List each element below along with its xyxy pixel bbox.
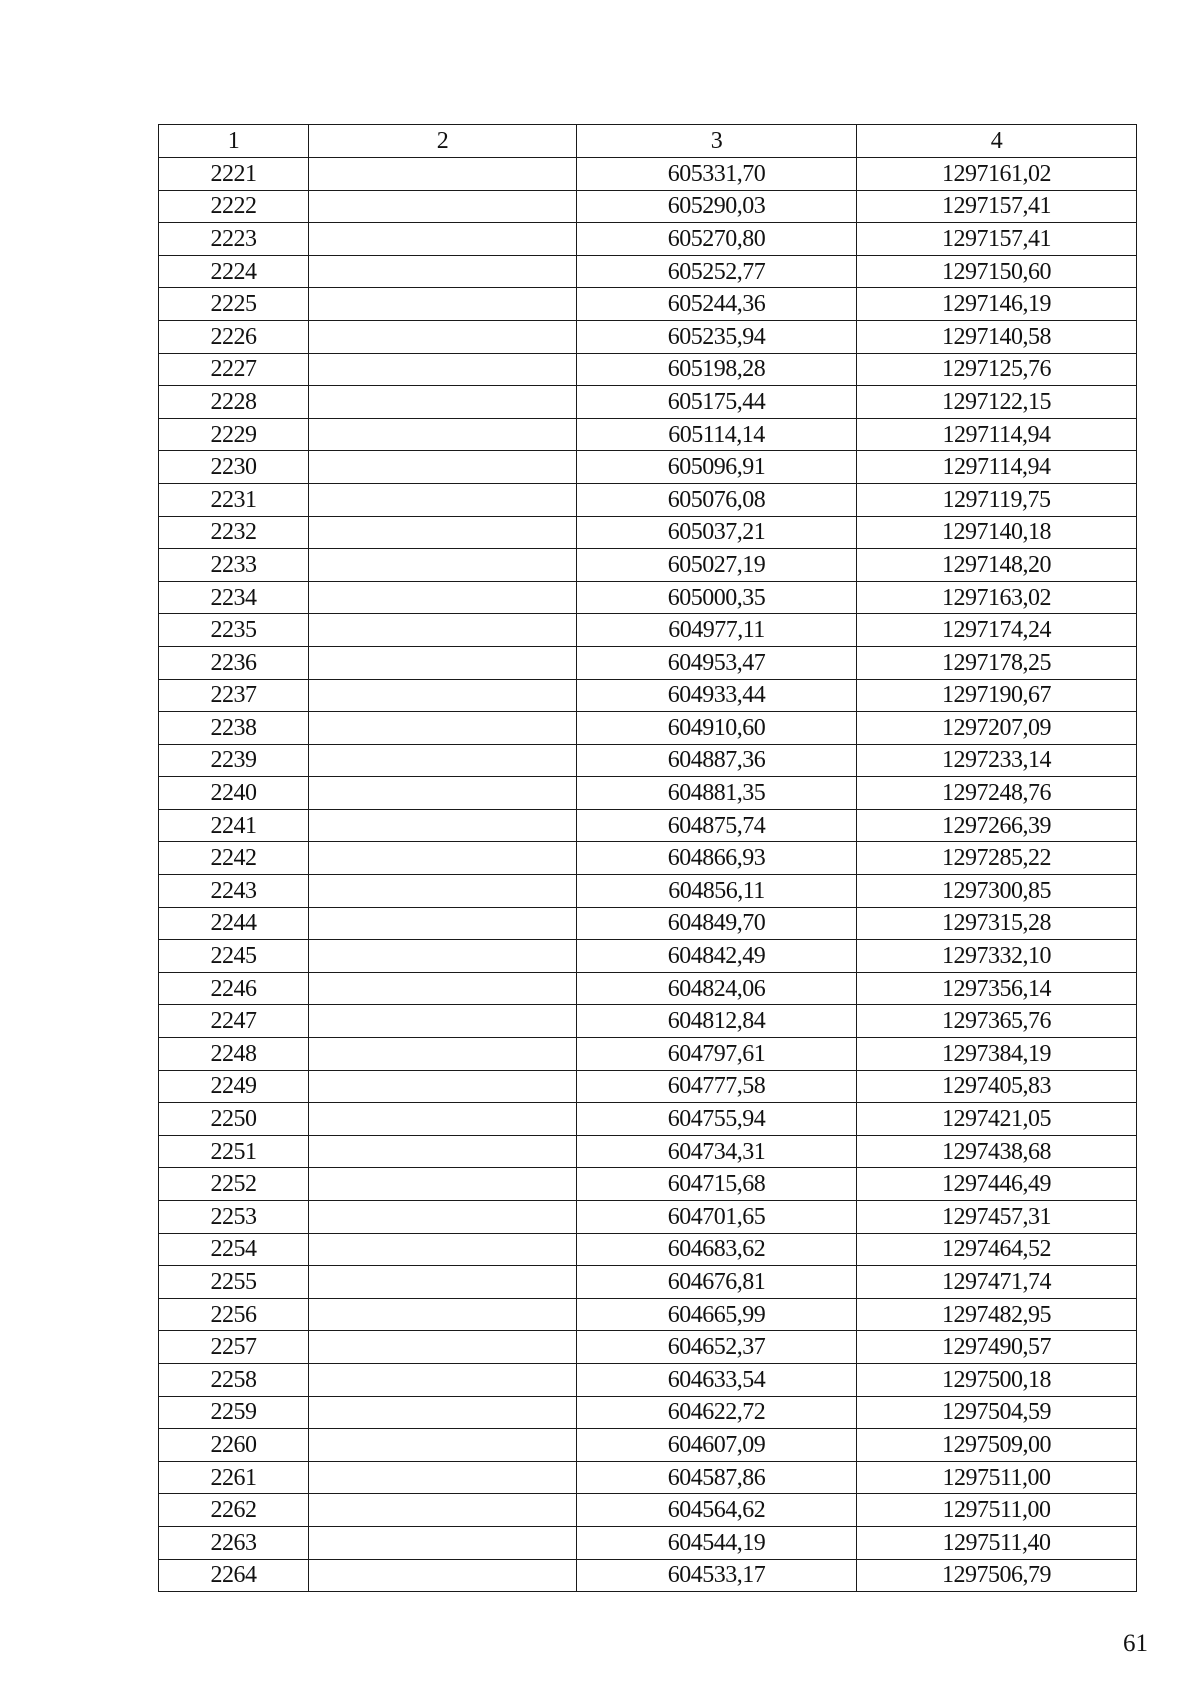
x-coordinate-cell: 604856,11 — [577, 875, 857, 908]
y-coordinate-cell: 1297421,05 — [857, 1103, 1137, 1136]
point-number-cell: 2256 — [159, 1298, 309, 1331]
coordinates-table — [158, 124, 1137, 1592]
table-row — [159, 907, 1137, 940]
y-coordinate-cell: 1297140,58 — [857, 320, 1137, 353]
point-number-cell: 2240 — [159, 777, 309, 810]
empty-cell — [309, 288, 577, 321]
y-coordinate-cell: 1297119,75 — [857, 483, 1137, 516]
table-row — [159, 712, 1137, 745]
table-row — [159, 875, 1137, 908]
table-row — [159, 581, 1137, 614]
table-row — [159, 1461, 1137, 1494]
table-row — [159, 1331, 1137, 1364]
x-coordinate-cell: 604622,72 — [577, 1396, 857, 1429]
point-number-cell: 2224 — [159, 255, 309, 288]
empty-cell — [309, 581, 577, 614]
y-coordinate-cell: 1297163,02 — [857, 581, 1137, 614]
x-coordinate-cell: 604842,49 — [577, 940, 857, 973]
y-coordinate-cell: 1297114,94 — [857, 418, 1137, 451]
empty-cell — [309, 744, 577, 777]
empty-cell — [309, 712, 577, 745]
point-number-cell: 2248 — [159, 1038, 309, 1071]
empty-cell — [309, 1396, 577, 1429]
table-row — [159, 158, 1137, 191]
empty-cell — [309, 320, 577, 353]
y-coordinate-cell: 1297504,59 — [857, 1396, 1137, 1429]
table-row — [159, 1038, 1137, 1071]
point-number-cell: 2247 — [159, 1005, 309, 1038]
y-coordinate-cell: 1297384,19 — [857, 1038, 1137, 1071]
empty-cell — [309, 1168, 577, 1201]
table-row — [159, 418, 1137, 451]
point-number-cell: 2263 — [159, 1526, 309, 1559]
empty-cell — [309, 940, 577, 973]
y-coordinate-cell: 1297207,09 — [857, 712, 1137, 745]
column-header: 2 — [309, 125, 577, 158]
column-header: 1 — [159, 125, 309, 158]
column-header: 4 — [857, 125, 1137, 158]
empty-cell — [309, 1135, 577, 1168]
point-number-cell: 2264 — [159, 1559, 309, 1592]
y-coordinate-cell: 1297148,20 — [857, 549, 1137, 582]
empty-cell — [309, 1526, 577, 1559]
empty-cell — [309, 1070, 577, 1103]
y-coordinate-cell: 1297482,95 — [857, 1298, 1137, 1331]
empty-cell — [309, 1038, 577, 1071]
table-row — [159, 1559, 1137, 1592]
empty-cell — [309, 158, 577, 191]
table-row — [159, 1070, 1137, 1103]
x-coordinate-cell: 605331,70 — [577, 158, 857, 191]
table-row — [159, 940, 1137, 973]
x-coordinate-cell: 604875,74 — [577, 809, 857, 842]
point-number-cell: 2238 — [159, 712, 309, 745]
table-row — [159, 744, 1137, 777]
empty-cell — [309, 1461, 577, 1494]
x-coordinate-cell: 605114,14 — [577, 418, 857, 451]
table-row — [159, 809, 1137, 842]
x-coordinate-cell: 605270,80 — [577, 223, 857, 256]
table-row — [159, 1363, 1137, 1396]
x-coordinate-cell: 605290,03 — [577, 190, 857, 223]
y-coordinate-cell: 1297356,14 — [857, 972, 1137, 1005]
table-row — [159, 1494, 1137, 1527]
empty-cell — [309, 972, 577, 1005]
y-coordinate-cell: 1297471,74 — [857, 1266, 1137, 1299]
table-row — [159, 842, 1137, 875]
point-number-cell: 2242 — [159, 842, 309, 875]
x-coordinate-cell: 604933,44 — [577, 679, 857, 712]
x-coordinate-cell: 605235,94 — [577, 320, 857, 353]
empty-cell — [309, 1559, 577, 1592]
y-coordinate-cell: 1297511,40 — [857, 1526, 1137, 1559]
table-row — [159, 1005, 1137, 1038]
x-coordinate-cell: 604734,31 — [577, 1135, 857, 1168]
x-coordinate-cell: 604701,65 — [577, 1201, 857, 1234]
table-row — [159, 288, 1137, 321]
x-coordinate-cell: 605027,19 — [577, 549, 857, 582]
x-coordinate-cell: 605175,44 — [577, 386, 857, 419]
point-number-cell: 2245 — [159, 940, 309, 973]
x-coordinate-cell: 604564,62 — [577, 1494, 857, 1527]
empty-cell — [309, 875, 577, 908]
table-row — [159, 255, 1137, 288]
x-coordinate-cell: 604652,37 — [577, 1331, 857, 1364]
page-number: 61 — [1123, 1630, 1148, 1657]
x-coordinate-cell: 605198,28 — [577, 353, 857, 386]
point-number-cell: 2259 — [159, 1396, 309, 1429]
table-row — [159, 1298, 1137, 1331]
point-number-cell: 2221 — [159, 158, 309, 191]
x-coordinate-cell: 604587,86 — [577, 1461, 857, 1494]
x-coordinate-cell: 604633,54 — [577, 1363, 857, 1396]
table-body — [159, 158, 1137, 1592]
empty-cell — [309, 418, 577, 451]
x-coordinate-cell: 604715,68 — [577, 1168, 857, 1201]
x-coordinate-cell: 604797,61 — [577, 1038, 857, 1071]
y-coordinate-cell: 1297125,76 — [857, 353, 1137, 386]
table-row — [159, 483, 1137, 516]
point-number-cell: 2223 — [159, 223, 309, 256]
table-row — [159, 646, 1137, 679]
x-coordinate-cell: 604683,62 — [577, 1233, 857, 1266]
x-coordinate-cell: 605096,91 — [577, 451, 857, 484]
table-row — [159, 777, 1137, 810]
empty-cell — [309, 1266, 577, 1299]
y-coordinate-cell: 1297285,22 — [857, 842, 1137, 875]
y-coordinate-cell: 1297332,10 — [857, 940, 1137, 973]
empty-cell — [309, 451, 577, 484]
table-row — [159, 353, 1137, 386]
x-coordinate-cell: 604849,70 — [577, 907, 857, 940]
x-coordinate-cell: 604544,19 — [577, 1526, 857, 1559]
x-coordinate-cell: 605037,21 — [577, 516, 857, 549]
y-coordinate-cell: 1297405,83 — [857, 1070, 1137, 1103]
point-number-cell: 2232 — [159, 516, 309, 549]
point-number-cell: 2243 — [159, 875, 309, 908]
x-coordinate-cell: 604910,60 — [577, 712, 857, 745]
x-coordinate-cell: 605244,36 — [577, 288, 857, 321]
point-number-cell: 2244 — [159, 907, 309, 940]
y-coordinate-cell: 1297122,15 — [857, 386, 1137, 419]
y-coordinate-cell: 1297457,31 — [857, 1201, 1137, 1234]
table-header-row — [159, 125, 1137, 158]
x-coordinate-cell: 604824,06 — [577, 972, 857, 1005]
point-number-cell: 2227 — [159, 353, 309, 386]
point-number-cell: 2253 — [159, 1201, 309, 1234]
y-coordinate-cell: 1297161,02 — [857, 158, 1137, 191]
empty-cell — [309, 386, 577, 419]
x-coordinate-cell: 604812,84 — [577, 1005, 857, 1038]
x-coordinate-cell: 604676,81 — [577, 1266, 857, 1299]
point-number-cell: 2230 — [159, 451, 309, 484]
x-coordinate-cell: 605076,08 — [577, 483, 857, 516]
table-row — [159, 386, 1137, 419]
empty-cell — [309, 483, 577, 516]
y-coordinate-cell: 1297114,94 — [857, 451, 1137, 484]
y-coordinate-cell: 1297500,18 — [857, 1363, 1137, 1396]
empty-cell — [309, 549, 577, 582]
table-row — [159, 451, 1137, 484]
empty-cell — [309, 614, 577, 647]
point-number-cell: 2251 — [159, 1135, 309, 1168]
x-coordinate-cell: 604777,58 — [577, 1070, 857, 1103]
y-coordinate-cell: 1297365,76 — [857, 1005, 1137, 1038]
table-row — [159, 1429, 1137, 1462]
empty-cell — [309, 223, 577, 256]
point-number-cell: 2222 — [159, 190, 309, 223]
empty-cell — [309, 809, 577, 842]
table-row — [159, 1396, 1137, 1429]
y-coordinate-cell: 1297464,52 — [857, 1233, 1137, 1266]
table-row — [159, 516, 1137, 549]
empty-cell — [309, 1103, 577, 1136]
x-coordinate-cell: 604665,99 — [577, 1298, 857, 1331]
y-coordinate-cell: 1297511,00 — [857, 1494, 1137, 1527]
y-coordinate-cell: 1297266,39 — [857, 809, 1137, 842]
point-number-cell: 2235 — [159, 614, 309, 647]
point-number-cell: 2236 — [159, 646, 309, 679]
table-row — [159, 614, 1137, 647]
point-number-cell: 2234 — [159, 581, 309, 614]
point-number-cell: 2241 — [159, 809, 309, 842]
point-number-cell: 2252 — [159, 1168, 309, 1201]
x-coordinate-cell: 604887,36 — [577, 744, 857, 777]
empty-cell — [309, 1331, 577, 1364]
point-number-cell: 2250 — [159, 1103, 309, 1136]
y-coordinate-cell: 1297438,68 — [857, 1135, 1137, 1168]
point-number-cell: 2239 — [159, 744, 309, 777]
empty-cell — [309, 777, 577, 810]
y-coordinate-cell: 1297174,24 — [857, 614, 1137, 647]
table-row — [159, 1233, 1137, 1266]
x-coordinate-cell: 604607,09 — [577, 1429, 857, 1462]
empty-cell — [309, 1005, 577, 1038]
table-row — [159, 679, 1137, 712]
y-coordinate-cell: 1297150,60 — [857, 255, 1137, 288]
point-number-cell: 2262 — [159, 1494, 309, 1527]
table-row — [159, 190, 1137, 223]
point-number-cell: 2255 — [159, 1266, 309, 1299]
table-row — [159, 1168, 1137, 1201]
table-row — [159, 1103, 1137, 1136]
y-coordinate-cell: 1297146,19 — [857, 288, 1137, 321]
table-row — [159, 1526, 1137, 1559]
x-coordinate-cell: 605252,77 — [577, 255, 857, 288]
point-number-cell: 2261 — [159, 1461, 309, 1494]
empty-cell — [309, 1494, 577, 1527]
x-coordinate-cell: 604977,11 — [577, 614, 857, 647]
y-coordinate-cell: 1297300,85 — [857, 875, 1137, 908]
empty-cell — [309, 646, 577, 679]
empty-cell — [309, 255, 577, 288]
point-number-cell: 2226 — [159, 320, 309, 353]
point-number-cell: 2246 — [159, 972, 309, 1005]
empty-cell — [309, 1201, 577, 1234]
table-row — [159, 223, 1137, 256]
x-coordinate-cell: 604866,93 — [577, 842, 857, 875]
point-number-cell: 2231 — [159, 483, 309, 516]
y-coordinate-cell: 1297190,67 — [857, 679, 1137, 712]
empty-cell — [309, 1298, 577, 1331]
y-coordinate-cell: 1297490,57 — [857, 1331, 1137, 1364]
y-coordinate-cell: 1297157,41 — [857, 223, 1137, 256]
point-number-cell: 2237 — [159, 679, 309, 712]
point-number-cell: 2257 — [159, 1331, 309, 1364]
x-coordinate-cell: 604953,47 — [577, 646, 857, 679]
empty-cell — [309, 679, 577, 712]
point-number-cell: 2258 — [159, 1363, 309, 1396]
empty-cell — [309, 1429, 577, 1462]
empty-cell — [309, 907, 577, 940]
table-row — [159, 320, 1137, 353]
table-row — [159, 972, 1137, 1005]
y-coordinate-cell: 1297511,00 — [857, 1461, 1137, 1494]
x-coordinate-cell: 604533,17 — [577, 1559, 857, 1592]
y-coordinate-cell: 1297509,00 — [857, 1429, 1137, 1462]
table-row — [159, 1135, 1137, 1168]
empty-cell — [309, 516, 577, 549]
point-number-cell: 2225 — [159, 288, 309, 321]
empty-cell — [309, 842, 577, 875]
point-number-cell: 2229 — [159, 418, 309, 451]
y-coordinate-cell: 1297248,76 — [857, 777, 1137, 810]
point-number-cell: 2260 — [159, 1429, 309, 1462]
table-row — [159, 1266, 1137, 1299]
point-number-cell: 2228 — [159, 386, 309, 419]
x-coordinate-cell: 605000,35 — [577, 581, 857, 614]
y-coordinate-cell: 1297233,14 — [857, 744, 1137, 777]
x-coordinate-cell: 604881,35 — [577, 777, 857, 810]
empty-cell — [309, 1233, 577, 1266]
point-number-cell: 2233 — [159, 549, 309, 582]
point-number-cell: 2249 — [159, 1070, 309, 1103]
table-row — [159, 549, 1137, 582]
y-coordinate-cell: 1297140,18 — [857, 516, 1137, 549]
column-header: 3 — [577, 125, 857, 158]
y-coordinate-cell: 1297178,25 — [857, 646, 1137, 679]
y-coordinate-cell: 1297446,49 — [857, 1168, 1137, 1201]
empty-cell — [309, 190, 577, 223]
empty-cell — [309, 1363, 577, 1396]
point-number-cell: 2254 — [159, 1233, 309, 1266]
empty-cell — [309, 353, 577, 386]
y-coordinate-cell: 1297315,28 — [857, 907, 1137, 940]
y-coordinate-cell: 1297157,41 — [857, 190, 1137, 223]
table-row — [159, 1201, 1137, 1234]
y-coordinate-cell: 1297506,79 — [857, 1559, 1137, 1592]
x-coordinate-cell: 604755,94 — [577, 1103, 857, 1136]
